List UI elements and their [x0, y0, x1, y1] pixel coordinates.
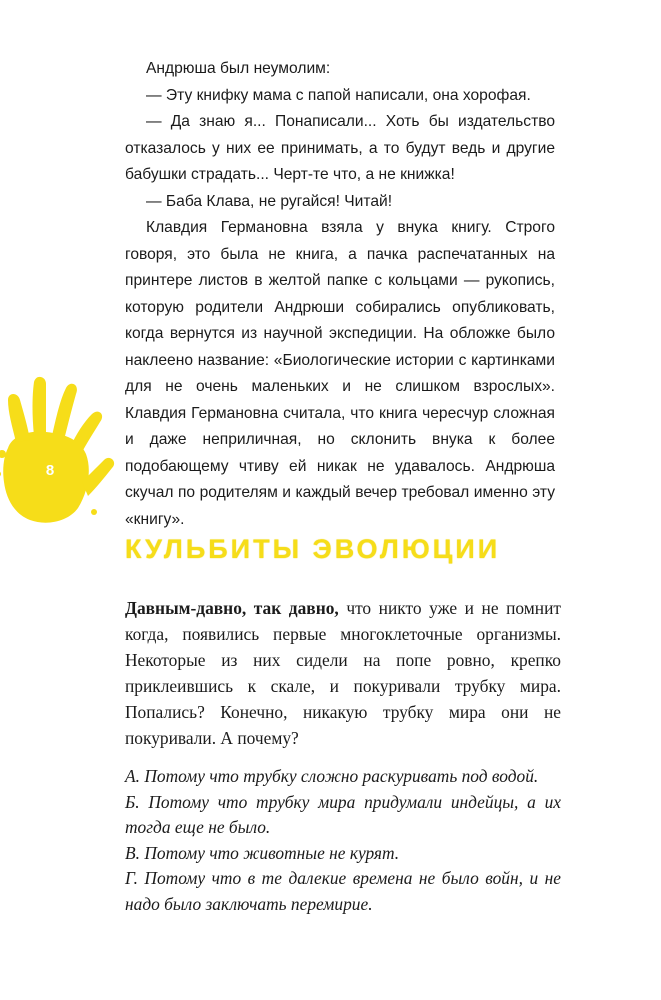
intro-text [125, 56, 555, 533]
intro-paragraph-4: — Баба Клава, не ругайся! Читай! [146, 192, 393, 210]
body-lead-bold: Давным-давно, так давно, [125, 598, 339, 618]
answer-options [125, 764, 561, 918]
body-paragraph [125, 595, 561, 751]
chapter-title: КУЛЬБИТЫ ЭВОЛЮЦИИ [125, 534, 501, 564]
page-number: 8 [45, 462, 55, 479]
intro-paragraph-2: — Эту книфку мама с папой написали, она хорофая. [146, 86, 531, 104]
answer-option-a: А. Потому что трубку сложно раскуривать под водой. [125, 766, 539, 786]
intro-paragraph-1: Андрюша был неумолим: [146, 60, 331, 77]
body-text: что никто уже и не помнит когда, появились первые многоклеточные организмы. Некоторые из них сидели на попе ровно, крепко приклеившись к скале, и покуривали трубку мира. Попались? Конечно, никакую трубку мира они не покуривали. А почему? [125, 598, 561, 748]
answer-option-c: В. Потому что животные не курят. [125, 842, 400, 863]
intro-paragraph-3: — Да знаю я... Понаписали... Хоть бы издательство отказалось у них ее принимать, а то будут ведь и другие бабушки страдать... Черт-те что, а не книжка! [125, 113, 555, 183]
yellow-handprint-icon [0, 370, 116, 530]
answer-option-b: Б. Потому что трубку мира придумали индейцы, а их тогда еще не было. [125, 791, 561, 838]
answer-option-d: Г. Потому что в те далекие времена не было войн, и не надо было заключать перемирие. [125, 868, 561, 914]
intro-paragraph-5: Клавдия Германовна взяла у внука книгу. Строго говоря, это была не книга, а пачка распечатанных на принтере листов в желтой папке с кольцами — рукопись, которую родители Андрюши собирались опубликовать, когда вернутся из научной экспедиции. На обложке было наклеено название: «Биологические истории с картинками для не очень маленьких и не слишком взрослых». Клавдия Германовна считала, что книга чересчур сложная и даже неприличная, но склонить внука к более подобающему чтиву ей никак не удавалось. Андрюша скучал по родителям и каждый вечер требовал именно эту «книгу». [125, 219, 555, 528]
